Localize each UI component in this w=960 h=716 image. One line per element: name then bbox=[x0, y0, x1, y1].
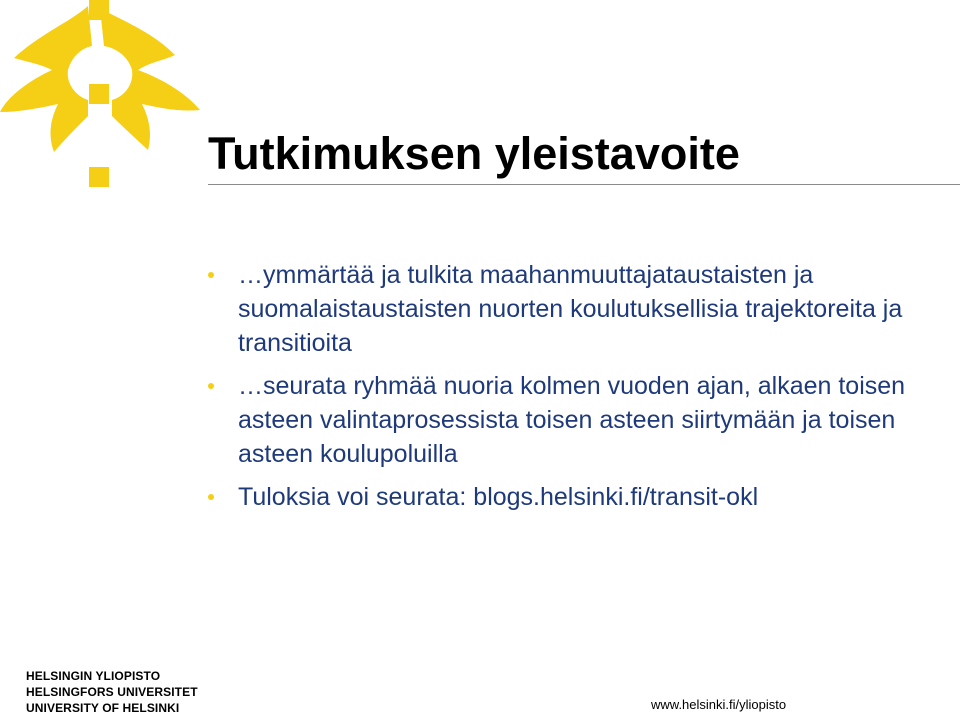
title-divider bbox=[208, 184, 960, 185]
footer-url: www.helsinki.fi/yliopisto bbox=[651, 697, 787, 712]
wordmark-line-swedish: HELSINGFORS UNIVERSITET bbox=[26, 685, 198, 699]
bullet-item bbox=[208, 369, 953, 471]
bullet-text: Tuloksia voi seurata: blogs.helsinki.fi/transit-okl bbox=[238, 483, 759, 511]
wordmark-line-finnish: HELSINGIN YLIOPISTO bbox=[26, 669, 161, 683]
bullet-text: …seurata ryhmää nuoria kolmen vuoden ajan, alkaen toisen asteen valintaprosessista toisen asteen siirtymään ja toisen asteen koulupoluilla bbox=[238, 372, 906, 468]
slide-title: Tutkimuksen yleistavoite bbox=[208, 128, 740, 179]
bullet-list bbox=[208, 258, 953, 523]
bullet-dot-icon bbox=[208, 494, 214, 500]
bullet-item bbox=[208, 480, 953, 514]
wordmark-line-english: UNIVERSITY OF HELSINKI bbox=[26, 701, 180, 715]
bullet-item bbox=[208, 258, 953, 360]
bullet-text: …ymmärtää ja tulkita maahanmuuttajataustaisten ja suomalaistaustaisten nuorten koulutuksellisia trajektoreita ja transitioita bbox=[238, 261, 903, 357]
bullet-dot-icon bbox=[208, 272, 214, 278]
university-wordmark bbox=[26, 668, 198, 716]
university-flame-logo-icon bbox=[0, 0, 205, 190]
bullet-dot-icon bbox=[208, 383, 214, 389]
